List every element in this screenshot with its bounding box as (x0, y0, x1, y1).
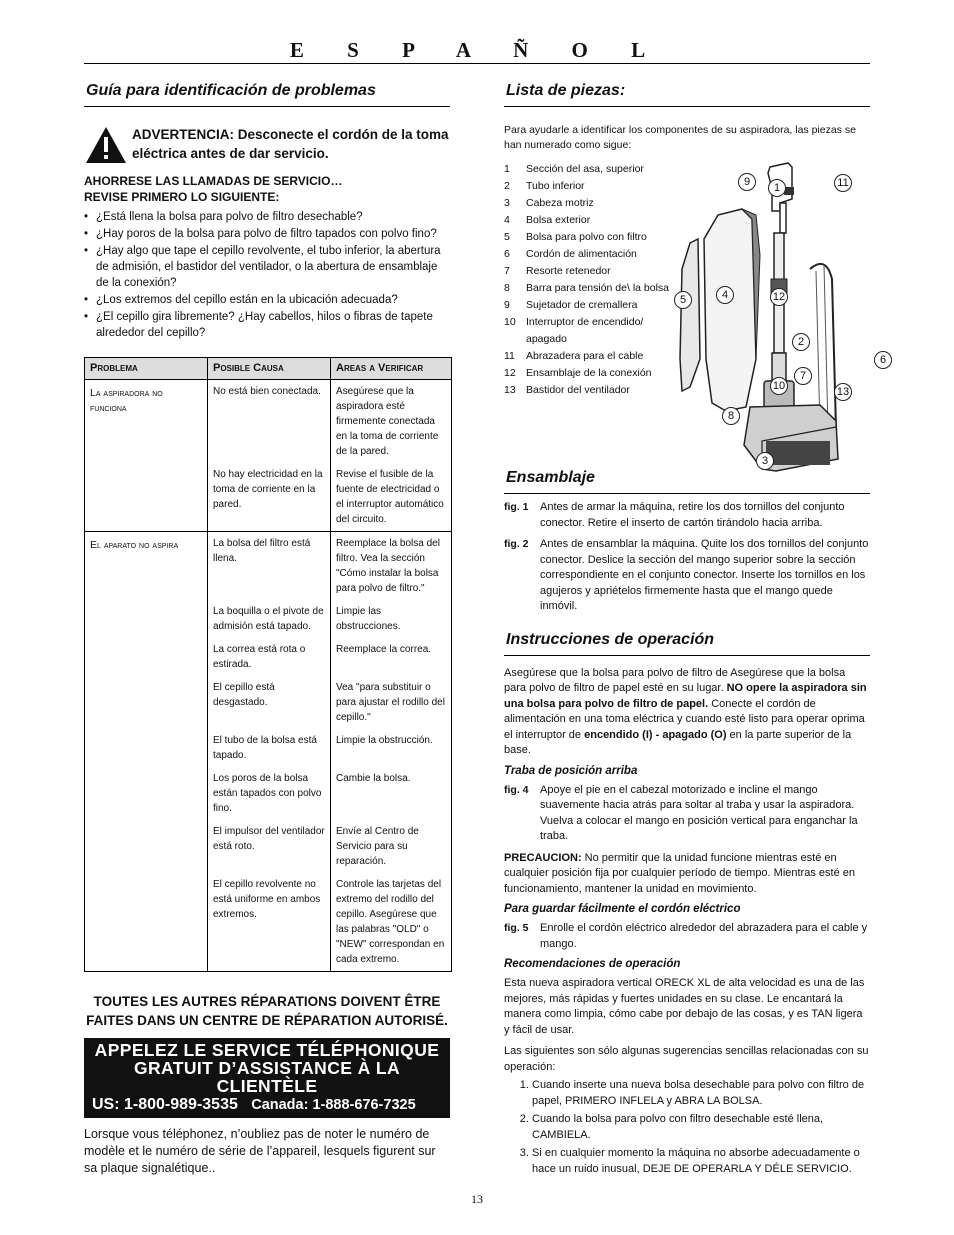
fig-label: fig. 1 (504, 501, 529, 513)
recommendation-item: 3. Si en cualquier momento la máquina no absorbe adecuadamente o hace un ruido inusual, DEJE DE OPERARLA Y DÉLE SERVICIO. (532, 1146, 870, 1177)
cause-cell (208, 820, 331, 873)
cause-cell (208, 600, 331, 638)
fig-4 (504, 783, 870, 845)
callout-9: 9 (738, 173, 756, 191)
cause-text: El tubo de la bolsa está tapado. (213, 735, 317, 761)
part-name: Cabeza motriz (526, 197, 594, 209)
callout-8: 8 (722, 407, 740, 425)
header-rule (84, 63, 870, 64)
table-row (85, 463, 452, 532)
cause-cell (208, 729, 331, 767)
part-number: 1 (504, 163, 510, 175)
parts-list (504, 161, 679, 399)
recommendation-item: 2. Cuando la bolsa para polvo con filtro desechable esté llena, CAMBIELA. (532, 1112, 870, 1143)
callout-4: 4 (716, 286, 734, 304)
cord-subheading: Para guardar fácilmente el cordón eléctrico (504, 903, 741, 915)
phone-numbers (92, 1095, 442, 1115)
part-number: 12 (504, 367, 516, 379)
table-row (85, 600, 452, 638)
fig-4-label: fig. 4 (504, 783, 529, 796)
phone-us: US: 1-800-989-3535 (92, 1096, 238, 1113)
part-item (504, 212, 679, 229)
problem-cell (85, 463, 208, 532)
callout-2: 2 (792, 333, 810, 351)
cause-text: El impulsor del ventilador está roto. (213, 826, 325, 852)
cause-text: El cepillo revolvente no está uniforme en ambos extremos. (213, 879, 321, 920)
check-text: Cambie la bolsa. (336, 773, 411, 784)
check-text: Revise el fusible de la fuente de electricidad o el interruptor automático del circuito. (336, 469, 444, 525)
part-number: 7 (504, 265, 510, 277)
cause-text: No está bien conectada. (213, 386, 321, 397)
phone-note: Lorsque vous téléphonez, n’oubliez pas de noter le numéro de modèle et le numéro de série de l’appareil, lesquels figurent sur sa plaque signalétique.. (84, 1127, 436, 1175)
callout-13: 13 (834, 383, 852, 401)
callout-7: 7 (794, 367, 812, 385)
problem-cell: La aspiradora no funciona (85, 380, 208, 464)
check-text: Vea "para substituir o para ajustar el rodillo del cepillo." (336, 682, 445, 723)
vacuum-diagram (660, 159, 874, 499)
ops-text-c: Conecte el cordón de alimentación en una toma eléctrica y cuando esté listo para operar oprima el interruptor de (504, 697, 865, 741)
part-name: Interruptor de encendido/ apagado (526, 316, 644, 345)
cause-text: La boquilla o el pivote de admisión está tapado. (213, 606, 324, 632)
cause-text: Los poros de la bolsa están tapados con polvo fino. (213, 773, 322, 814)
troubleshooting-table (84, 357, 452, 972)
warning-text: ADVERTENCIA: Desconecte el cordón de la toma eléctrica antes de dar servicio. (132, 127, 449, 161)
part-item (504, 348, 679, 365)
part-item (504, 161, 679, 178)
check-cell (331, 463, 452, 532)
checklist-item: • ¿Hay poros de la bolsa para polvo de filtro tapados con polvo fino? (96, 226, 450, 242)
check-text: Controle las tarjetas del extremo del rodillo del cepillo. Asegúrese que las palabras "OLD" o "NEW" correspondan en cada extremo. (336, 879, 445, 965)
warning-icon (84, 125, 128, 165)
french-notice: TOUTES LES AUTRES RÉPARATIONS DOIVENT ÊTRE FAITES DANS UN CENTRE DE RÉPARATION AUTORISÉ. (86, 994, 448, 1028)
assembly-title: Ensamblaje (504, 467, 870, 494)
check-cell (331, 600, 452, 638)
caution-text: No permitir que la unidad funcione mientras esté en cualquier posición fija por cualquier período de tiempo. Mientras esté en funcionamiento, mantener la unidad en movimiento. (504, 851, 855, 895)
box-line-2: GRATUIT D’ASSISTANCE À LA CLIENTÈLE (133, 1058, 400, 1096)
checklist-item: • ¿El cepillo gira libremente? ¿Hay cabellos, hilos o fibras de tapete alrededor del cepillo? (96, 309, 450, 341)
operation-title: Instrucciones de operación (504, 629, 870, 656)
check-cell (331, 767, 452, 820)
rec-para-2: Las siguientes son sólo algunas sugerencias sencillas relacionadas con su operación: (504, 1045, 869, 1073)
service-phone-box (84, 1038, 450, 1118)
check-cell (331, 820, 452, 873)
page-header: E S P A Ñ O L (289, 38, 665, 62)
col-header-cause: Posible Causa (208, 358, 331, 380)
assembly-step (504, 500, 870, 531)
check-cell (331, 532, 452, 601)
part-item (504, 229, 679, 246)
part-item (504, 297, 679, 314)
left-column (84, 80, 450, 1177)
cause-cell (208, 463, 331, 532)
recommendations-subheading: Recomendaciones de operación (504, 958, 681, 970)
fig-4-text: Apoye el pie en el cabezal motorizado e incline el mango suavemente hacia atrás para soltar al traba y usar la aspiradora. Vuelva a colocar el mango en posición vertical para enganchar la traba. (540, 783, 858, 842)
checklist-item: • ¿Está llena la bolsa para polvo de filtro desechable? (96, 209, 450, 225)
ops-text-d: encendido (I) - apagado (O) (584, 728, 727, 741)
assembly-step (504, 537, 870, 615)
part-name: Abrazadera para el cable (526, 350, 644, 362)
col-header-check: Areas a Verificar (331, 358, 452, 380)
check-cell (331, 638, 452, 676)
col-header-problem: Problema (85, 358, 208, 380)
rec-para-1: Esta nueva aspiradora vertical ORECK XL de alta velocidad es una de las mejores, más rápidas y fuertes unidades en su clase. Le encantará la manera como limpia, cómo cabe por debajo de las cosas, y es TAN ligera y fácil de usar. (504, 977, 865, 1036)
check-cell (331, 676, 452, 729)
part-item (504, 195, 679, 212)
problem-cell (85, 729, 208, 767)
cause-cell (208, 638, 331, 676)
parts-area (504, 159, 887, 467)
table-row (85, 873, 452, 972)
save-heading-line1: AHORRESE LAS LLAMADAS DE SERVICIO… (84, 174, 343, 188)
recommendation-item: 1. Cuando inserte una nueva bolsa desechable para polvo con filtro de papel, PRIMERO INFLELA y ABRA LA BOLSA. (532, 1078, 870, 1109)
check-cell (331, 873, 452, 972)
part-name: Barra para tensión de\ la bolsa (526, 282, 670, 294)
box-line-1: APPELEZ LE SERVICE TÉLÉPHONIQUE (94, 1040, 440, 1060)
callout-3: 3 (756, 452, 774, 470)
save-heading-line2: REVISE PRIMERO LO SIGUIENTE: (84, 190, 280, 204)
cause-cell (208, 873, 331, 972)
part-name: Bolsa para polvo con filtro (526, 231, 647, 243)
part-item (504, 280, 679, 297)
check-text: Limpie la obstrucción. (336, 735, 433, 746)
caution-para (504, 851, 870, 898)
part-name: Bolsa exterior (526, 214, 591, 226)
part-name: Tubo inferior (526, 180, 585, 192)
fig-5-label: fig. 5 (504, 922, 529, 934)
part-number: 10 (504, 316, 516, 328)
ops-text-a: Asegúrese que la bolsa para polvo de filtro de Asegúrese que la bolsa para polvo de filtro de papel esté en su lugar. (504, 666, 846, 694)
part-item (504, 263, 679, 280)
part-name: Resorte retenedor (526, 265, 611, 277)
ops-text-b: NO opere la aspiradora sin una bolsa para polvo de filtro de papel. (504, 682, 867, 710)
cause-cell (208, 676, 331, 729)
check-text: Asegúrese que la aspiradora esté firmemente conectada en la toma de corriente de la pared. (336, 386, 439, 457)
fig-5 (504, 921, 870, 952)
part-name: Sujetador de cremallera (526, 299, 638, 311)
fig-5-text: Enrolle el cordón eléctrico alrededor del abrazadera para el cable y mango. (540, 922, 868, 950)
problem-cell (85, 767, 208, 820)
assembly-list (504, 500, 870, 615)
cause-cell (208, 532, 331, 601)
part-item (504, 382, 679, 399)
cause-text: La bolsa del filtro está llena. (213, 538, 311, 564)
save-calls-heading (84, 173, 450, 205)
right-column (504, 80, 887, 1180)
cause-cell (208, 380, 331, 464)
part-number: 8 (504, 282, 510, 294)
cause-text: La correa está rota o estirada. (213, 644, 306, 670)
ops-text-e: en la parte superior de la base. (504, 728, 852, 756)
cause-text: El cepillo está desgastado. (213, 682, 275, 708)
part-number: 9 (504, 299, 510, 311)
part-name: Bastidor del ventilador (526, 384, 630, 396)
operation-para (504, 666, 870, 759)
warning-block (84, 125, 450, 165)
problem-cell (85, 638, 208, 676)
part-item (504, 178, 679, 195)
part-name: Cordón de alimentación (526, 248, 637, 260)
part-item (504, 246, 679, 263)
part-number: 13 (504, 384, 516, 396)
problem-cell (85, 873, 208, 972)
table-row (85, 638, 452, 676)
part-number: 5 (504, 231, 510, 243)
recommendations-list (504, 1078, 870, 1177)
phone-canada: Canada: 1-888-676-7325 (251, 1097, 416, 1113)
problem-cell: El aparato no aspira (85, 532, 208, 601)
part-item (504, 314, 679, 348)
fig-text: Antes de ensamblar la máquina. Quite los dos tornillos del conjunto conector. Deslice la sección del mango superior sobre la sección correspondiente en el conjunto conector. Inserte los tornillos en los agujeros y apriételos firmemente hasta que el mango quede inmóvil. (540, 538, 869, 612)
parts-intro: Para ayudarle a identificar los componentes de su aspiradora, las piezas se han numerado como sigue: (504, 124, 856, 151)
fig-text: Antes de armar la máquina, retire los dos tornillos del conjunto conector. Retire el inserto de cartón tirándolo hacia arriba. (540, 501, 845, 529)
check-text: Envíe al Centro de Servicio para su reparación. (336, 826, 419, 867)
callout-1: 1 (768, 179, 786, 197)
callout-10: 10 (770, 377, 788, 395)
part-number: 2 (504, 180, 510, 192)
problem-cell (85, 676, 208, 729)
problem-cell (85, 820, 208, 873)
part-item (504, 365, 679, 382)
cause-text: No hay electricidad en la toma de corriente en la pared. (213, 469, 323, 510)
problem-cell (85, 600, 208, 638)
part-number: 11 (504, 350, 515, 362)
fig-label: fig. 2 (504, 538, 529, 550)
callout-6: 6 (874, 351, 892, 369)
table-row (85, 820, 452, 873)
parts-title: Lista de piezas: (504, 80, 870, 107)
lock-subheading: Traba de posición arriba (504, 764, 638, 777)
part-number: 3 (504, 197, 510, 209)
table-row (85, 729, 452, 767)
table-row (85, 532, 452, 601)
checklist-item: • ¿Hay algo que tape el cepillo revolvente, el tubo inferior, la abertura de admisión, el bastidor del ventilador, o la abertura de ensamblaje de la conexión? (96, 243, 450, 291)
cause-cell (208, 767, 331, 820)
part-name: Ensamblaje de la conexión (526, 367, 652, 379)
checklist (84, 209, 450, 341)
checklist-item: • ¿Los extremos del cepillo están en la ubicación adecuada? (96, 292, 450, 308)
table-row (85, 767, 452, 820)
check-cell (331, 729, 452, 767)
callout-11: 11 (834, 174, 852, 192)
check-text: Reemplace la correa. (336, 644, 432, 655)
table-row (85, 676, 452, 729)
part-number: 4 (504, 214, 510, 226)
table-row (85, 380, 452, 464)
part-number: 6 (504, 248, 510, 260)
check-text: Reemplace la bolsa del filtro. Vea la sección "Cómo instalar la bolsa para polvo de filtro." (336, 538, 440, 594)
part-name: Sección del asa, superior (526, 163, 644, 175)
page-number: 13 (471, 1192, 483, 1206)
check-cell (331, 380, 452, 464)
caution-label: PRECAUCION: (504, 851, 582, 864)
troubleshooting-title: Guía para identificación de problemas (84, 80, 450, 107)
callout-5: 5 (674, 291, 692, 309)
callout-12: 12 (770, 288, 788, 306)
check-text: Limpie las obstrucciones. (336, 606, 401, 632)
